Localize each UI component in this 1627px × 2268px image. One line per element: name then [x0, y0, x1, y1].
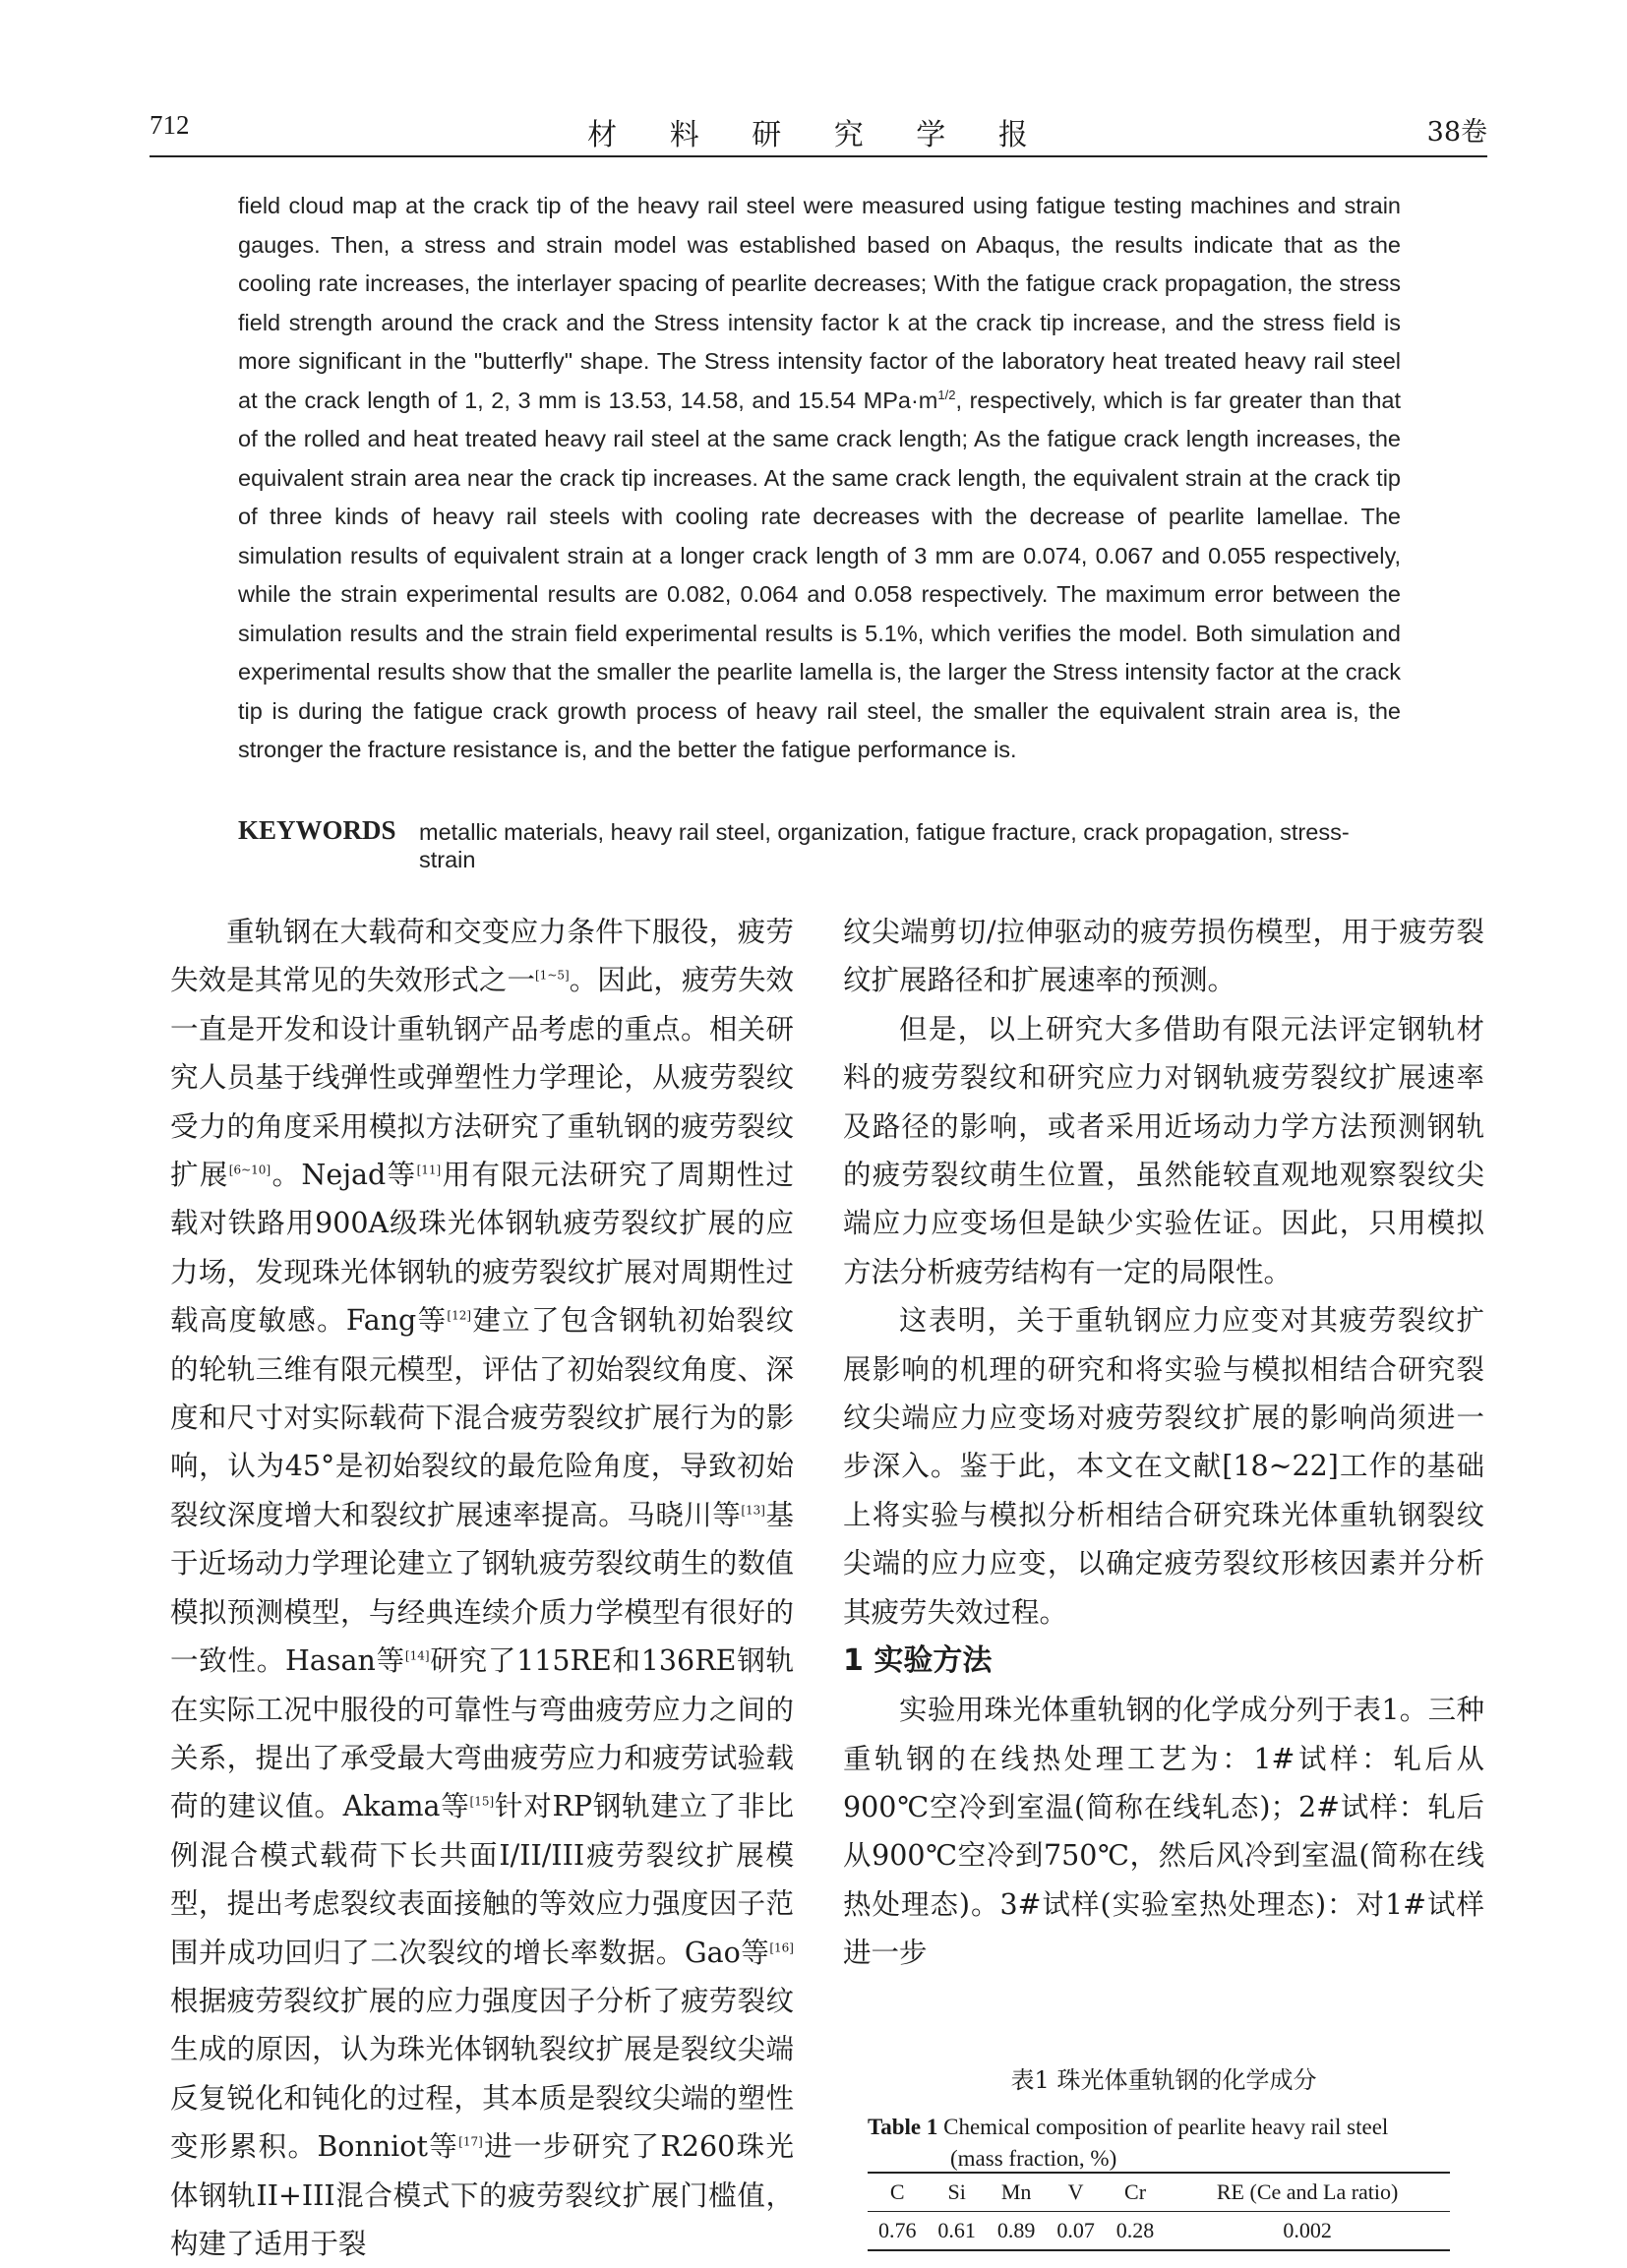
citation: [15] — [469, 1794, 495, 1809]
left-column — [170, 908, 794, 2268]
citation: [16] — [769, 1940, 794, 1955]
citation: [12] — [447, 1308, 472, 1323]
table-cell: 0.89 — [996, 2218, 1036, 2242]
composition-table — [868, 2172, 1450, 2251]
column-header: V — [1067, 2179, 1084, 2204]
column-header: Mn — [1000, 2179, 1032, 2204]
table-cell: 0.61 — [937, 2218, 976, 2242]
table-cell: 0.76 — [877, 2218, 917, 2242]
abstract-text: field cloud map at the crack tip of the heavy rail steel were measured using fatigue testing machines and strain gauges. Then, a stress and strain model was established based on Abaqus, the results indicate that as the cooling rate increases, the interlayer spacing of pearlite decreases; With the fatigue crack propagation, the stress field strength around the crack and the Stress intensity factor k at the crack tip increase, and the stress field is more significant in the "butterfly" shape. The Stress intensity factor of the laboratory heat treated heavy rail steel at the crack length of 1, 2, 3 mm is 13.53, 14.58, and 15.54 $MPa\cdot m^{1/2}$, respectively, which is far greater than that of the rolled and heat treated heavy rail steel at the same crack length; As the fatigue crack length increases, the equivalent strain area near the crack tip increases. At the same crack length, the equivalent strain at the crack tip of three kinds of heavy rail steels with cooling rate decreases with the decrease of pearlite lamellae. The simulation results of equivalent strain at a longer crack length of 3 mm are 0.074, 0.067 and 0.055 respectively, while the strain experimental results are 0.082, 0.064 and 0.058 respectively. The maximum error between the simulation results and the strain field experimental results is 5.1%, which verifies the model. Both simulation and experimental results show that the smaller the pearlite lamella is, the larger the Stress intensity factor at the crack tip is during the fatigue crack growth process of heavy rail steel, the smaller the equivalent strain area is, the stronger the fracture resistance is, and the better the fatigue performance is. — [238, 193, 1401, 762]
table-cell: 0.07 — [1056, 2218, 1095, 2242]
column-header: Cr — [1124, 2179, 1147, 2204]
table-cell: 0.28 — [1115, 2218, 1155, 2242]
citation: [13] — [741, 1503, 765, 1518]
keywords-text: metallic materials, heavy rail steel, organization, fatigue fracture, crack propagation, stress-strain — [419, 819, 1350, 872]
right-column — [843, 908, 1484, 1978]
citation: [1~5] — [535, 968, 570, 983]
column-header: RE (Ce and La ratio) — [1216, 2179, 1399, 2204]
citation: [14] — [404, 1648, 430, 1663]
citation: [11] — [416, 1163, 442, 1177]
paragraph: 但是，以上研究大多借助有限元法评定钢轨材料的疲劳裂纹和研究应力对钢轨疲劳裂纹扩展速率及路径的影响，或者采用近场动力学方法预测钢轨的疲劳裂纹萌生位置，虽然能较直观地观察裂纹尖端应力应变场但是缺少实验佐证。因此，只用模拟方法分析疲劳结构有一定的局限性。 — [843, 1012, 1484, 1288]
table-caption-cn: 表1 珠光体重轨钢的化学成分 — [1010, 2066, 1317, 2094]
citation: [6~10] — [228, 1163, 271, 1177]
running-header — [150, 110, 1487, 157]
column-header: Si — [947, 2179, 966, 2204]
keywords-label: KEYWORDS — [238, 815, 396, 845]
paragraph: 这表明，关于重轨钢应力应变对其疲劳裂纹扩展影响的机理的研究和将实验与模拟相结合研究裂纹尖端应力应变场对疲劳裂纹扩展的影响尚须进一步深入。鉴于此，本文在文献[18~22]工作的基础上将实验与模拟分析相结合研究珠光体重轨钢裂纹尖端的应力应变，以确定疲劳裂纹形核因素并分析其疲劳失效过程。 — [843, 1304, 1484, 1629]
section-heading: 1 实验方法 — [843, 1643, 993, 1679]
intro-paragraph: 重轨钢在大载荷和交变应力条件下服役，疲劳失效是其常见的失效形式之一[1~5]。因此，疲劳失效一直是开发和设计重轨钢产品考虑的重点。相关研究人员基于线弹性或弹塑性力学理论，从疲劳裂纹受力的角度采用模拟方法研究了重轨钢的疲劳裂纹扩展[6~10]。Nejad等[11]用有限元法研究了周期性过载对铁路用900A级珠光体钢轨疲劳裂纹扩展的应力场，发现珠光体钢轨的疲劳裂纹扩展对周期性过载高度敏感。Fang等[12]建立了包含钢轨初始裂纹的轮轨三维有限元模型，评估了初始裂纹角度、深度和尺寸对实际载荷下混合疲劳裂纹扩展行为的影响，认为45°是初始裂纹的最危险角度，导致初始裂纹深度增大和裂纹扩展速率提高。马晓川等[13]基于近场动力学理论建立了钢轨疲劳裂纹萌生的数值模拟预测模型，与经典连续介质力学模型有很好的一致性。Hasan等[14]研究了115RE和136RE钢轨在实际工况中服役的可靠性与弯曲疲劳应力之间的关系，提出了承受最大弯曲疲劳应力和疲劳试验载荷的建议值。Akama等[15]针对RP钢轨建立了非比例混合模式载荷下长共面I/II/III疲劳裂纹扩展模型，提出考虑裂纹表面接触的等效应力强度因子范围并成功回归了二次裂纹的增长率数据。Gao等[16]根据疲劳裂纹扩展的应力强度因子分析了疲劳裂纹生成的原因，认为珠光体钢轨裂纹扩展是裂纹尖端反复锐化和钝化的过程，其本质是裂纹尖端的塑性变形累积。Bonniot等[17]进一步研究了R260珠光体钢轨II+III混合模式下的疲劳裂纹扩展门槛值，构建了适用于裂 — [170, 916, 795, 2260]
english-abstract — [238, 187, 1401, 770]
paragraph-continued: 纹尖端剪切/拉伸驱动的疲劳损伤模型，用于疲劳裂纹扩展路径和扩展速率的预测。 — [843, 916, 1484, 997]
column-header: C — [889, 2179, 905, 2204]
volume-label: 38卷 — [1426, 117, 1487, 148]
table-caption-en: Table 1 Chemical composition of pearlite heavy rail steel (mass fraction, %) — [868, 2115, 1389, 2171]
table-header-row — [868, 2173, 1450, 2212]
journal-title: 材 料 研 究 学 报 — [587, 118, 1050, 152]
table-row — [868, 2212, 1450, 2251]
citation: [17] — [458, 2134, 483, 2149]
table-cell: 0.002 — [1283, 2218, 1332, 2242]
page-number: 712 — [150, 110, 190, 140]
paragraph: 实验用珠光体重轨钢的化学成分列于表1。三种重轨钢的在线热处理工艺为：1#试样：轧后从900℃空冷到室温(简称在线轧态)；2#试样：轧后从900℃空冷到750℃，然后风冷到室温(简称在线热处理态)。3#试样(实验室热处理态)：对1#试样进一步 — [843, 1694, 1484, 1970]
